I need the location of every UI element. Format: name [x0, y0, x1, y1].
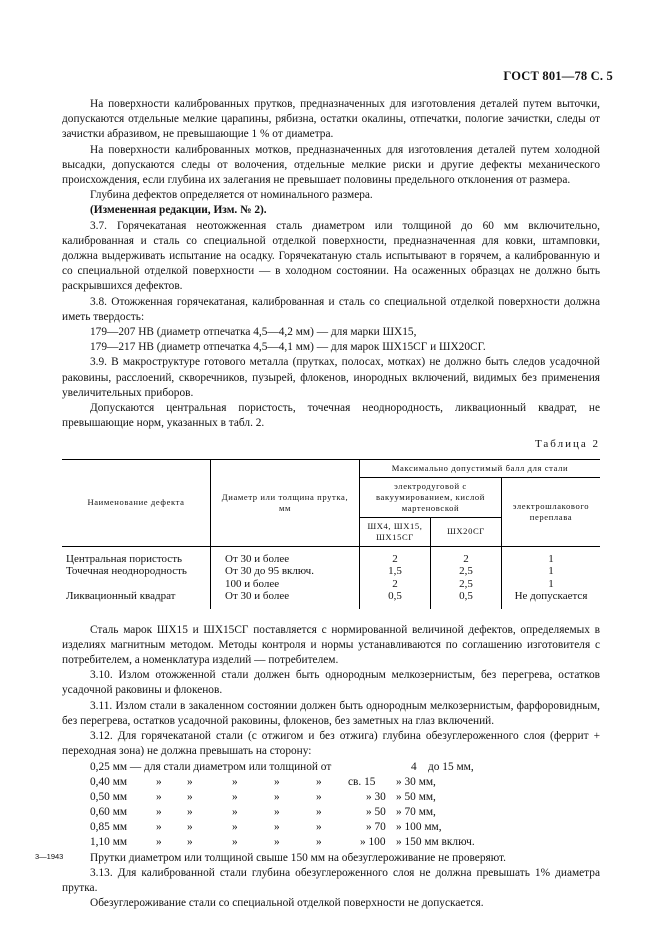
table-row	[62, 578, 600, 591]
paragraph: 3.11. Излом стали в закаленном состоянии должен быть однородным мелкозернистым, фарфоровидным, без перегрева, остатков усадочной раковины, флокенов, без заметных на глаз включений.	[62, 699, 600, 727]
ditto-mark: »	[274, 806, 280, 819]
ditto-mark: »	[232, 790, 238, 803]
ditto-mark: »	[316, 821, 322, 834]
decarb-from: 4	[411, 760, 417, 773]
paragraph: Прутки диаметром или толщиной свыше 150 мм на обезуглероживание не проверяют.	[90, 851, 506, 864]
decarb-to: » 70 мм,	[396, 806, 436, 819]
ditto-mark: »	[187, 806, 193, 819]
ditto-mark: »	[187, 790, 193, 803]
ditto-mark: »	[156, 806, 162, 819]
page-header: ГОСТ 801—78 С. 5	[503, 69, 613, 83]
table-cell-defect: Центральная пористость	[66, 552, 183, 565]
ditto-mark: »	[232, 836, 238, 849]
paragraph: 3.13. Для калиброванной стали глубина обезуглероженного слоя не должна превышать 1% диаметра прутка.	[62, 866, 600, 895]
list-item	[62, 775, 600, 790]
paragraph: 179—207 НВ (диаметр отпечатка 4,5—4,2 мм) — для марки ШХ15,	[90, 326, 417, 339]
decarb-to: » 50 мм,	[396, 790, 436, 803]
paragraph: Глубина дефектов определяется от номинального размера.	[90, 189, 373, 202]
table-cell-value: 2	[360, 553, 431, 566]
ditto-mark: »	[316, 836, 322, 849]
decarb-from: св. 15	[348, 775, 376, 788]
table-header-sh20: ШХ20СГ	[431, 517, 502, 546]
ditto-mark: »	[274, 775, 280, 788]
table-cell-value: 2	[360, 578, 431, 591]
decarb-from: » 30	[366, 790, 386, 803]
decarb-from: » 70	[366, 821, 386, 834]
ditto-mark: »	[187, 836, 193, 849]
table-cell-value: 2,5	[431, 578, 502, 591]
table-cell-value: 0,5	[431, 590, 502, 609]
paragraph: 3.7. Горячекатаная неотожженная сталь диаметром или толщиной до 60 мм включительно, калиброванная и сталь со специальной отделкой поверхности, предназначенная для ковки, штамповки, должна выдерживать испытание на осадку. Горячекатаную сталь испытывают в горячем, а калиброванную и со специальной отделкой поверхности — в холодном состоянии. На осаженных образцах не должно быть раскрывшихся дефектов.	[62, 219, 600, 293]
ditto-mark: »	[316, 775, 322, 788]
paragraph: 3.10. Излом отожженной стали должен быть однородным мелкозернистым, без перегрева, остатков усадочной раковины и флокенов.	[62, 669, 600, 697]
ditto-mark: »	[187, 821, 193, 834]
ditto-mark: »	[274, 821, 280, 834]
paragraph: 3.12. Для горячекатаной стали (с отжигом и без отжига) глубина обезуглероженного слоя (феррит + переходная зона) не должна превышать на сторону:	[62, 730, 600, 758]
paragraph: Допускаются центральная пористость, точечная неоднородность, ликвационный квадрат, не превышающие норм, указанных в табл. 2.	[62, 402, 600, 430]
list-item	[62, 805, 600, 820]
decarb-to: » 150 мм включ.	[396, 836, 475, 849]
decarb-depth: 0,85 мм	[90, 821, 128, 834]
list-item	[62, 835, 600, 850]
decarb-depth: 0,60 мм	[90, 806, 128, 819]
list-item	[62, 820, 600, 835]
ditto-mark: »	[187, 775, 193, 788]
ditto-mark: »	[274, 790, 280, 803]
table-row	[62, 565, 600, 578]
table-header-sh4: ШХ4, ШХ15, ШХ15СГ	[360, 517, 431, 546]
table-cell-value: 2,5	[431, 565, 502, 578]
decarb-from: » 50	[366, 806, 386, 819]
table-header-diameter: Диаметр или толщина прутка, мм	[211, 459, 360, 546]
ditto-mark: »	[156, 790, 162, 803]
decarb-to: до 15 мм,	[428, 760, 474, 773]
paragraph: 3.9. В макроструктуре готового металла (прутках, полосах, мотках) не должно быть следов усадочной раковины, расслоений, скворечников, пузырей, флокенов, инородных включений, видимых без применения увеличительных приборов.	[62, 356, 600, 399]
table-cell-diameter: 100 и более	[211, 578, 360, 591]
table-cell-defect: Точечная неоднородность	[66, 565, 187, 578]
decarb-list	[62, 760, 600, 851]
table-cell-value: 1,5	[360, 565, 431, 578]
decarb-depth: 1,10 мм	[90, 836, 128, 849]
list-item	[62, 790, 600, 805]
table-cell-value: 1	[502, 553, 601, 566]
table-cell-diameter: От 30 и более	[211, 553, 360, 566]
table-header-defect: Наименование дефекта	[62, 459, 211, 546]
decarb-depth: 0,25 мм — для стали диаметром или толщиной от	[90, 760, 332, 773]
decarb-from: » 100	[360, 836, 386, 849]
table-cell-diameter: От 30 и более	[211, 590, 360, 609]
table-cell-value: 1	[502, 565, 601, 578]
ditto-mark: »	[316, 790, 322, 803]
ditto-mark: »	[156, 836, 162, 849]
document-body	[62, 97, 600, 911]
table-row	[62, 590, 600, 609]
paragraph: На поверхности калиброванных прутков, предназначенных для изготовления деталей путем выточки, допускаются отдельные мелкие царапины, рябизна, остатки окалины, отпечатки, пологие зачистки, следы от зачистки абразивом, не превышающие 1 % от диаметра.	[62, 98, 600, 141]
ditto-mark: »	[232, 806, 238, 819]
table-cell-value: 0,5	[360, 590, 431, 609]
defects-table	[62, 459, 600, 609]
list-item	[62, 760, 600, 775]
table-header-arc: электродуговой с вакуумированием, кислой мартеновской	[360, 477, 502, 517]
decarb-to: » 30 мм,	[396, 775, 436, 788]
paragraph: Обезуглероживание стали со специальной отделкой поверхности не допускается.	[90, 897, 484, 910]
table-header-max-score: Максимально допустимый балл для стали	[360, 459, 601, 477]
table-cell-defect	[62, 578, 211, 591]
ditto-mark: »	[232, 775, 238, 788]
ditto-mark: »	[232, 821, 238, 834]
paragraph: Сталь марок ШХ15 и ШХ15СГ поставляется с нормированной величиной дефектов, определяемых в изделиях магнитным методом. Методы контроля и нормы устанавливаются по соглашению изготовителя с потребителем, а номенклатура изделий — потребителем.	[62, 623, 600, 667]
ditto-mark: »	[156, 775, 162, 788]
decarb-depth: 0,50 мм	[90, 790, 128, 803]
table-cell-value: 2	[431, 553, 502, 566]
table-header-esr: электрошлакового переплава	[502, 477, 601, 546]
table-cell-value: 1	[502, 578, 601, 591]
table-row	[62, 553, 600, 566]
print-code: 3—1943	[35, 852, 64, 861]
ditto-mark: »	[316, 806, 322, 819]
table-caption: Таблица 2	[534, 438, 600, 451]
ditto-mark: »	[156, 821, 162, 834]
decarb-to: » 100 мм,	[396, 821, 442, 834]
paragraph: На поверхности калиброванных мотков, предназначенных для изготовления деталей путем холодной высадки, допускаются следы от волочения, отдельные мелкие риски и другие дефекты механического происхождения, если глубина их залегания не превышает половины предельного отклонения от размера.	[62, 143, 600, 187]
table-cell-value: Не допускается	[502, 590, 601, 609]
paragraph: 179—217 НВ (диаметр отпечатка 4,5—4,1 мм) — для марок ШХ15СГ и ШХ20СГ.	[90, 341, 486, 354]
table-cell-diameter: От 30 до 95 включ.	[211, 565, 360, 578]
decarb-depth: 0,40 мм	[90, 775, 128, 788]
paragraph: 3.8. Отожженная горячекатаная, калиброванная и сталь со специальной отделкой поверхности должна иметь твердость:	[62, 295, 600, 323]
amendment-note: (Измененная редакции, Изм. № 2).	[90, 204, 267, 217]
table-cell-defect: Ликвационный квадрат	[66, 590, 176, 603]
ditto-mark: »	[274, 836, 280, 849]
